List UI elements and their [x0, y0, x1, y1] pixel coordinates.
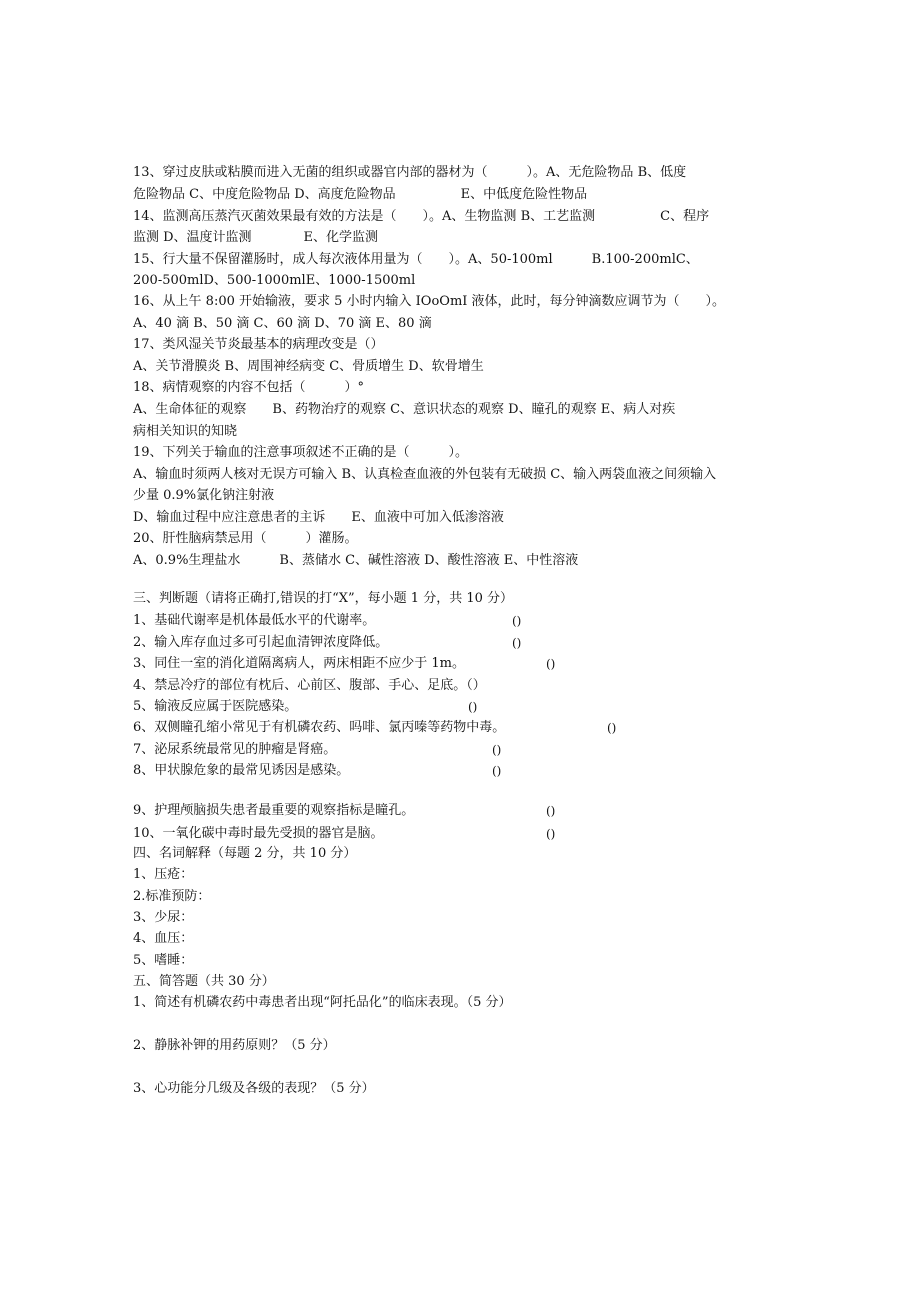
- text-line: 1、基础代谢率是机体最低水平的代谢率。: [133, 613, 376, 628]
- text-line: 13、穿过皮肤或粘膜而进入无菌的组织或器官内部的器材为（ ）。A、无危险物品 B、低度: [133, 165, 687, 180]
- text-line: 17、类风湿关节炎最基本的病理改变是（）: [133, 337, 384, 352]
- text-line: 18、病情观察的内容不包括（ ）°: [133, 380, 365, 395]
- text-line: 4、禁忌冷疗的部位有枕后、心前区、腹部、手心、足底。（）: [133, 678, 486, 693]
- answer-paren: (): [512, 614, 522, 628]
- text-line: 19、下列关于输血的注意事项叙述不正确的是（ ）。: [133, 445, 469, 460]
- text-line: A、输血时须两人核对无误方可输入 B、认真检查血液的外包装有无破损 C、输入两袋血液之间须输入: [133, 467, 717, 482]
- text-line: 14、监测高压蒸汽灭菌效果最有效的方法是（ ）。A、生物监测 B、工艺监测 C、程序: [133, 209, 710, 224]
- text-line: 9、护理颅脑损失患者最重要的观察指标是瞳孔。: [133, 803, 415, 818]
- text-line: A、40 滴 B、50 滴 C、60 滴 D、70 滴 E、80 滴: [133, 316, 432, 331]
- text-line: 6、双侧瞳孔缩小常见于有机磷农药、吗啡、氯丙嗪等药物中毒。: [133, 720, 506, 735]
- text-line: 3、心功能分几级及各级的表现？（5 分）: [133, 1081, 375, 1096]
- text-line: 少量 0.9%氯化钠注射液: [133, 488, 275, 503]
- text-line: 20、肝性脑病禁忌用（ ）灌肠。: [133, 531, 358, 546]
- text-line: 7、泌尿系统最常见的肿瘤是肾癌。: [133, 742, 337, 757]
- text-line: 1、简述有机磷农药中毒患者出现“阿托品化”的临床表现。（5 分）: [133, 995, 512, 1010]
- text-line: 2、静脉补钾的用药原则？（5 分）: [133, 1038, 336, 1053]
- answer-paren: (): [492, 743, 502, 757]
- text-line: 8、甲状腺危象的最常见诱因是感染。: [133, 763, 350, 778]
- text-line: 1、压疮：: [133, 867, 194, 882]
- text-line: A、生命体征的观察 B、药物治疗的观察 C、意识状态的观察 D、瞳孔的观察 E、病人对疾: [133, 402, 676, 417]
- text-line: 10、一氧化碳中毒时最先受损的器官是脑。: [133, 826, 384, 841]
- answer-paren: (): [512, 636, 522, 650]
- text-line: 5、嗜睡：: [133, 953, 194, 968]
- text-line: A、关节滑膜炎 B、周围神经病变 C、骨质增生 D、软骨增生: [133, 359, 484, 374]
- text-line: 4、血压：: [133, 931, 194, 946]
- text-line: 监测 D、温度计监测 E、化学监测: [133, 230, 379, 245]
- answer-paren: (): [546, 804, 556, 818]
- text-line: 3、少尿：: [133, 910, 194, 925]
- text-line: 5、输液反应属于医院感染。: [133, 699, 298, 714]
- text-line: 200-500mlD、500-1000mlE、1000-1500ml: [133, 273, 416, 288]
- text-line: 2.标准预防：: [133, 889, 211, 904]
- answer-paren: (): [492, 764, 502, 778]
- section-heading: 五、简答题（共 30 分）: [133, 974, 275, 989]
- text-line: 病相关知识的知晓: [133, 424, 238, 439]
- text-line: 2、输入库存血过多可引起血清钾浓度降低。: [133, 635, 389, 650]
- text-line: 危险物品 C、中度危险物品 D、高度危险物品 E、中低度危险性物品: [133, 187, 588, 202]
- text-line: 15、行大量不保留灌肠时，成人每次液体用量为（ ）。A、50-100ml B.100-200mlC、: [133, 252, 699, 267]
- text-line: D、输血过程中应注意患者的主诉 E、血液中可加入低渗溶液: [133, 510, 504, 525]
- section-heading: 三、判断题（请将正确打,错误的打“X”，每小题 1 分，共 10 分）: [133, 591, 514, 606]
- answer-paren: (): [607, 721, 617, 735]
- answer-paren: (): [546, 657, 556, 671]
- text-line: 16、从上午 8:00 开始输液，要求 5 小时内输入 IOoOmI 液体，此时，每分钟滴数应调节为（ ）。: [133, 294, 726, 309]
- text-line: A、0.9%生理盐水 B、蒸储水 C、碱性溶液 D、酸性溶液 E、中性溶液: [133, 553, 579, 568]
- section-heading: 四、名词解释（每题 2 分，共 10 分）: [133, 846, 357, 861]
- answer-paren: (): [546, 827, 556, 841]
- answer-paren: (): [468, 700, 478, 714]
- text-line: 3、同住一室的消化道隔离病人，两床相距不应少于 1m。: [133, 656, 466, 671]
